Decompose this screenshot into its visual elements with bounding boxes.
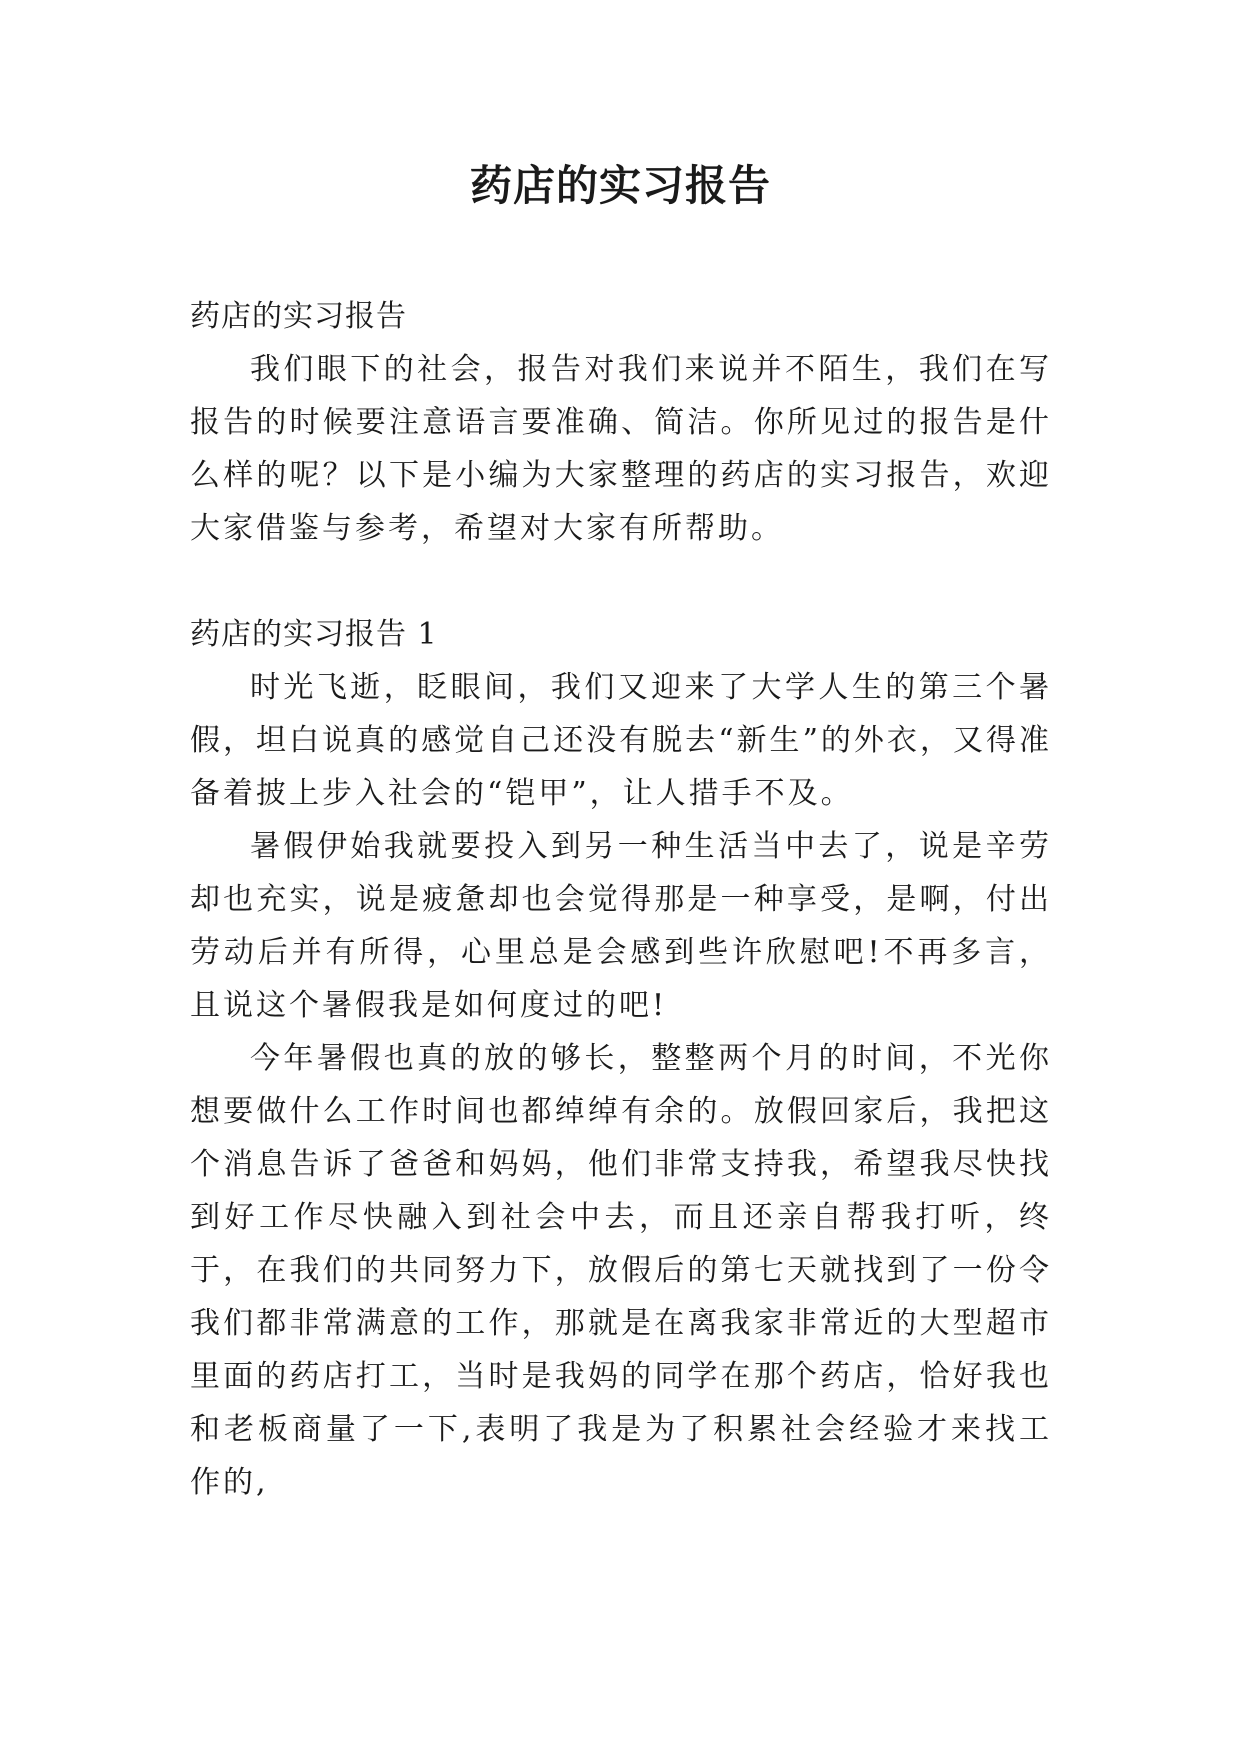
document-title: 药店的实习报告 [469, 161, 771, 210]
document-body [190, 290, 1052, 1509]
intro-paragraph: 我们眼下的社会，报告对我们来说并不陌生，我们在写报告的时候要注意语言要准确、简洁。你所见过的报告是什么样的呢？以下是小编为大家整理的药店的实习报告，欢迎大家借鉴与参考，希望对大家有所帮助。 [190, 352, 1052, 546]
body-paragraph: 今年暑假也真的放的够长，整整两个月的时间，不光你想要做什么工作时间也都绰绰有余的。放假回家后，我把这个消息告诉了爸爸和妈妈，他们非常支持我，希望我尽快找到好工作尽快融入到社会中去，而且还亲自帮我打听，终于，在我们的共同努力下，放假后的第七天就找到了一份令我们都非常满意的工作，那就是在离我家非常近的大型超市里面的药店打工，当时是我妈的同学在那个药店，恰好我也和老板商量了一下,表明了我是为了积累社会经验才来找工作的, [190, 1041, 1052, 1500]
section-heading: 药店的实习报告 1 [190, 617, 438, 652]
section-spacer [190, 555, 1052, 608]
intro-heading: 药店的实习报告 [190, 299, 407, 334]
body-paragraph: 时光飞逝，眨眼间，我们又迎来了大学人生的第三个暑假，坦白说真的感觉自己还没有脱去“新生”的外衣，又得准备着披上步入社会的“铠甲”，让人措手不及。 [190, 670, 1052, 811]
body-paragraph: 暑假伊始我就要投入到另一种生活当中去了，说是辛劳却也充实，说是疲惫却也会觉得那是一种享受，是啊，付出劳动后并有所得，心里总是会感到些许欣慰吧!不再多言，且说这个暑假我是如何度过的吧! [190, 829, 1052, 1023]
